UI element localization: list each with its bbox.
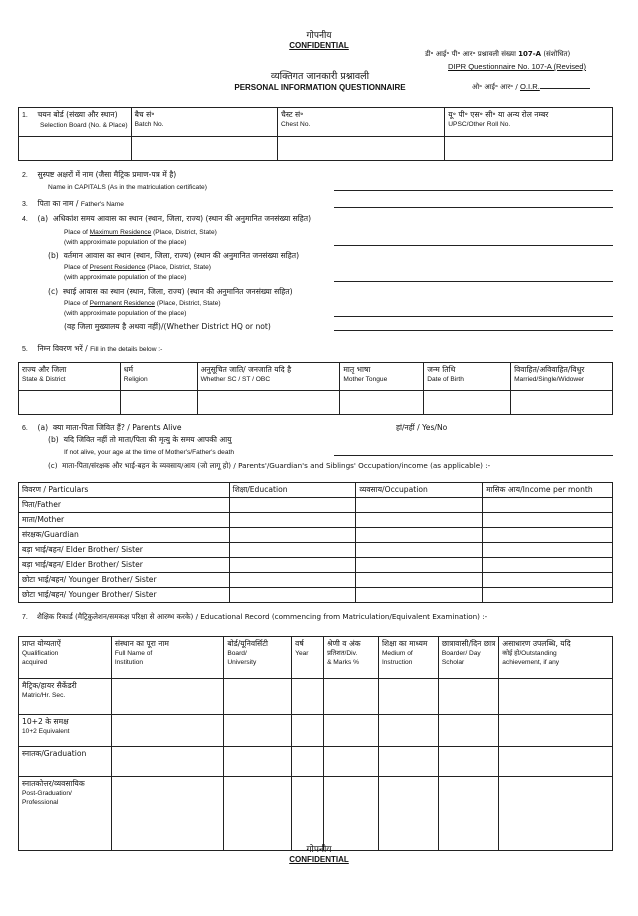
q6a-label: 6. (a) क्या माता-पिता जिवित हैं? / Parents Alive: [22, 423, 182, 432]
row-matric: मैट्रिक/हायर सैकेंडरी Matric/Hr. Sec.: [19, 679, 112, 715]
cell-input[interactable]: [483, 573, 613, 588]
q7-label: 7. शैक्षिक रिकार्ड (मैट्रिकुलेशन/समकक्ष परिक्षा से आरम्भ करके) / Educational Record (commencing from Matriculation/Equivalent Examination) :-: [22, 612, 488, 621]
cell-input[interactable]: [324, 679, 379, 715]
table-row: [19, 528, 613, 543]
q4c-english-2: (with approximate population of the place): [64, 310, 187, 317]
batch-no-cell: बैच सं॰ Batch No.: [131, 108, 277, 137]
table-row: [19, 498, 613, 513]
q6b-english: If not alive, your age at the time of Mother's/Father's death: [64, 449, 235, 456]
cell-input[interactable]: [483, 558, 613, 573]
q4a-english-2: (with approximate population of the place): [64, 239, 187, 246]
chest-no-input[interactable]: [278, 137, 445, 161]
confidential-hindi: गोपनीय: [306, 31, 332, 41]
cell-input[interactable]: [438, 777, 498, 851]
section1-table: [18, 107, 613, 161]
selection-board-cell: 1. चयन बोर्ड (संख्या और स्थान) Selection Board (No. & Place): [19, 108, 132, 137]
cell-input[interactable]: [483, 498, 613, 513]
religion-input[interactable]: [120, 391, 197, 415]
row-elder-sibling-2: बड़ा भाई/बहन/ Elder Brother/ Sister: [19, 558, 230, 573]
cell-input[interactable]: [356, 573, 483, 588]
board-head: बोर्ड/यूनिवर्सिटी Board/ University: [224, 637, 292, 679]
cell-input[interactable]: [438, 679, 498, 715]
oir-label: ओ॰ आई॰ आर॰ / O.I.R.: [472, 82, 590, 92]
upsc-roll-input[interactable]: [445, 137, 613, 161]
family-table: [18, 482, 613, 603]
cell-input[interactable]: [356, 588, 483, 603]
q4b-english-2: (with approximate population of the place): [64, 274, 187, 281]
row-10plus2: 10+2 के समक्ष 10+2 Equivalent: [19, 715, 112, 747]
present-residence-input[interactable]: [334, 281, 613, 282]
title-english: PERSONAL INFORMATION QUESTIONNAIRE: [234, 83, 406, 92]
sc-st-head: अनुसूचित जाति/ जनजाति यदि है Whether SC / ST / OBC: [197, 363, 340, 391]
achievement-head: असाधारण उपलब्धि, यदि कोई हो/Outstanding achievement, if any: [499, 637, 613, 679]
cell-input[interactable]: [483, 588, 613, 603]
cell-input[interactable]: [499, 777, 613, 851]
q4c-hindi: (c) स्थाई आवास का स्थान (स्थान, जिला, राज्य) (स्थान की अनुमानित जनसंख्या सहित): [48, 287, 293, 296]
division-head: श्रेणी व अंक प्रतिशत/Div. & Marks %: [324, 637, 379, 679]
dipr-english: DIPR Questionnaire No. 107-A (Revised): [448, 62, 587, 71]
q4b-hindi: (b) वर्तमान आवास का स्थान (स्थान, जिला, राज्य) (स्थान की अनुमानित जनसंख्या सहित): [48, 251, 300, 260]
cell-input[interactable]: [438, 747, 498, 777]
cell-input[interactable]: [356, 498, 483, 513]
table-row: [19, 747, 613, 777]
cell-input[interactable]: [483, 528, 613, 543]
q2-hindi: 2. सुस्पष्ट अक्षरों में नाम (जैसा मैट्रिक प्रमाण-पत्र में है): [22, 170, 177, 179]
chest-no-cell: चैस्ट सं॰ Chest No.: [278, 108, 445, 137]
q3-label: 3. पिता का नाम / Father's Name: [22, 199, 124, 208]
age-at-death-input[interactable]: [334, 455, 613, 456]
row-graduation: स्नातक/Graduation: [19, 747, 112, 777]
cell-input[interactable]: [324, 777, 379, 851]
confidential-title: CONFIDENTIAL: [289, 41, 349, 50]
table-row: [19, 679, 613, 715]
cell-input[interactable]: [224, 679, 292, 715]
cell-input[interactable]: [499, 715, 613, 747]
q4a-english: Place of Maximum Residence (Place, District, State): [64, 229, 217, 236]
cell-input[interactable]: [499, 747, 613, 777]
father-name-input[interactable]: [334, 207, 613, 208]
q4b-english: Place of Present Residence (Place, District, State): [64, 264, 211, 271]
cell-input[interactable]: [229, 498, 356, 513]
year-head: वर्ष Year: [292, 637, 324, 679]
cell-input[interactable]: [292, 777, 324, 851]
footer-confidential: CONFIDENTIAL: [289, 855, 349, 864]
occupation-head: व्यवसाय/Occupation: [356, 483, 483, 498]
district-hq-label: (वह जिला मुख्यालय है अथवा नहीं)/(Whether District HQ or not): [64, 322, 271, 331]
name-input[interactable]: [334, 190, 613, 191]
cell-input[interactable]: [324, 747, 379, 777]
state-district-head: राज्य और जिला State & District: [19, 363, 121, 391]
table-row: [19, 588, 613, 603]
max-residence-input[interactable]: [334, 245, 613, 246]
cell-input[interactable]: [229, 573, 356, 588]
cell-input[interactable]: [229, 588, 356, 603]
dob-head: जन्म तिथि Date of Birth: [424, 363, 511, 391]
cell-input[interactable]: [378, 747, 438, 777]
cell-input[interactable]: [111, 747, 224, 777]
cell-input[interactable]: [483, 513, 613, 528]
cell-input[interactable]: [229, 528, 356, 543]
cell-input[interactable]: [378, 777, 438, 851]
qualification-head: प्राप्त योग्यताऐं Qualification acquired: [19, 637, 112, 679]
section5-table: [18, 362, 613, 415]
cell-input[interactable]: [224, 777, 292, 851]
cell-input[interactable]: [483, 543, 613, 558]
cell-input[interactable]: [292, 747, 324, 777]
table-row: [19, 558, 613, 573]
selection-board-input[interactable]: [19, 137, 132, 161]
row-post-graduation: स्नातकोत्तर/व्यवसायिक Post-Graduation/ Professional: [19, 777, 112, 851]
q5-label: 5. निम्न विवरण भरें / Fill in the details below :-: [22, 344, 163, 353]
row-elder-sibling-1: बड़ा भाई/बहन/ Elder Brother/ Sister: [19, 543, 230, 558]
q2-english: Name in CAPITALS (As in the matriculation certificate): [48, 184, 207, 191]
q6c-label: (c) माता-पिता/संरक्षक और भाई-बहन के व्यवसाय/आय (जो लागू हो) / Parents'/Guardian's and Siblings' Occupation/income (as applicable) :-: [48, 461, 491, 470]
cell-input[interactable]: [356, 558, 483, 573]
sc-st-input[interactable]: [197, 391, 340, 415]
footer-confidential-hindi: गोपनीय: [306, 845, 332, 855]
cell-input[interactable]: [224, 747, 292, 777]
district-hq-input[interactable]: [334, 330, 613, 331]
table-row: [19, 777, 613, 851]
cell-input[interactable]: [292, 715, 324, 747]
cell-input[interactable]: [324, 715, 379, 747]
boarder-head: छात्रावासी/दिन छात्र Boarder/ Day Scholar: [438, 637, 498, 679]
cell-input[interactable]: [378, 679, 438, 715]
cell-input[interactable]: [499, 679, 613, 715]
row-younger-sibling-2: छोटा भाई/बहन/ Younger Brother/ Sister: [19, 588, 230, 603]
table-row: [19, 715, 613, 747]
row-father: पिता/Father: [19, 498, 230, 513]
q4c-english: Place of Permanent Residence (Place, District, State): [64, 300, 221, 307]
marital-head: विवाहित/अविवाहित/विधुर Married/Single/Widower: [511, 363, 613, 391]
cell-input[interactable]: [229, 543, 356, 558]
row-mother: माता/Mother: [19, 513, 230, 528]
dob-input[interactable]: [424, 391, 511, 415]
education-head: शिक्षा/Education: [229, 483, 356, 498]
cell-input[interactable]: [111, 777, 224, 851]
table-row: [19, 573, 613, 588]
parents-alive-yes-no[interactable]: हां/नहीं / Yes/No: [396, 423, 448, 432]
mother-tongue-head: मातृ भाषा Mother Tongue: [340, 363, 424, 391]
table-row: [19, 543, 613, 558]
table-row: [19, 513, 613, 528]
title-hindi: व्यक्तिगत जानकारी प्रश्नावली: [270, 71, 370, 82]
marital-input[interactable]: [511, 391, 613, 415]
institution-head: संस्थान का पूरा नाम Full Name of Institution: [111, 637, 224, 679]
mother-tongue-input[interactable]: [340, 391, 424, 415]
batch-no-input[interactable]: [131, 137, 277, 161]
income-head: मासिक आय/Income per month: [483, 483, 613, 498]
row-younger-sibling-1: छोटा भाई/बहन/ Younger Brother/ Sister: [19, 573, 230, 588]
medium-head: शिक्षा का माध्यम Medium of Instruction: [378, 637, 438, 679]
cell-input[interactable]: [111, 679, 224, 715]
cell-input[interactable]: [111, 715, 224, 747]
cell-input[interactable]: [438, 715, 498, 747]
cell-input[interactable]: [378, 715, 438, 747]
religion-head: धर्म Religion: [120, 363, 197, 391]
upsc-roll-cell: यू॰ पी॰ एस॰ सी॰ या अन्य रोल नम्बर UPSC/Other Roll No.: [445, 108, 613, 137]
row-guardian: संरक्षक/Guardian: [19, 528, 230, 543]
state-district-input[interactable]: [19, 391, 121, 415]
cell-input[interactable]: [292, 679, 324, 715]
education-table: [18, 636, 613, 851]
permanent-residence-input[interactable]: [334, 316, 613, 317]
dipr-hindi: डी॰ आई॰ पी॰ आर॰ प्रश्नावली संख्या 107-A (संशोधित): [425, 50, 571, 58]
cell-input[interactable]: [229, 558, 356, 573]
particulars-head: विवरण / Particulars: [19, 483, 230, 498]
q6b-hindi: (b) यदि जिवित नहीं तो माता/पिता की मृत्यु के समय आपकी आयु: [48, 435, 232, 444]
cell-input[interactable]: [229, 513, 356, 528]
cell-input[interactable]: [356, 543, 483, 558]
cell-input[interactable]: [356, 528, 483, 543]
cell-input[interactable]: [224, 715, 292, 747]
cell-input[interactable]: [356, 513, 483, 528]
q4a-hindi: 4. (a) अधिकांश समय आवास का स्थान (स्थान, जिला, राज्य) (स्थान की अनुमानित जनसंख्या सहित): [22, 214, 312, 223]
